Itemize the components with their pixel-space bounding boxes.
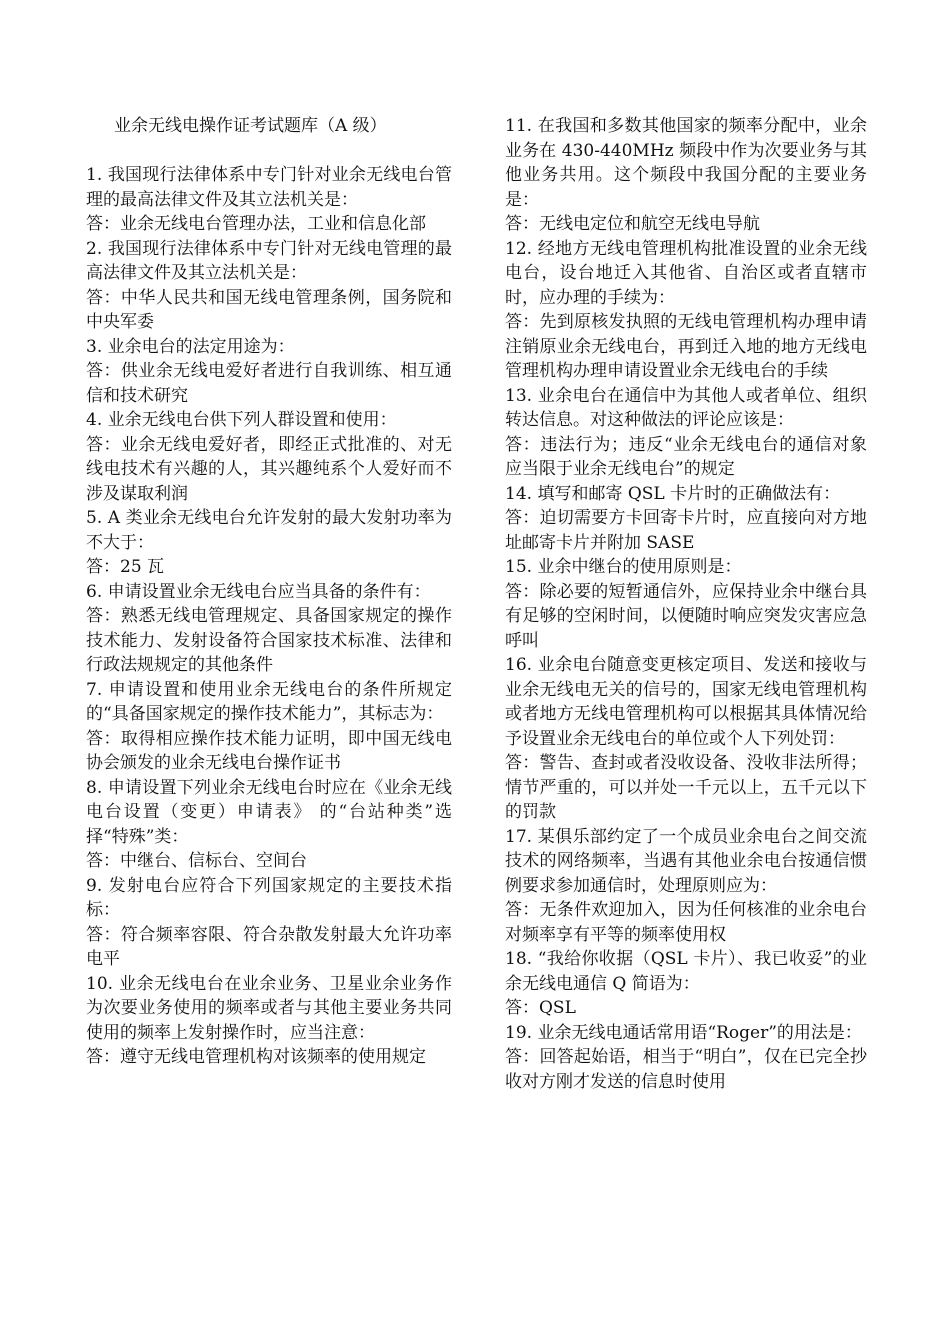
- question-item: [86, 335, 452, 409]
- answer-text: 答：无线电定位和航空无线电导航: [505, 214, 760, 234]
- question-text: 11. 在我国和多数其他国家的频率分配中，业余业务在 430-440MHz 频段中作为次要业务与其他业务共用。这个频段中我国分配的主要业务是：: [505, 116, 867, 210]
- answer-text: 答：除必要的短暂通信外，应保持业余中继台具有足够的空闲时间，以便随时响应突发灾害应急呼叫: [505, 581, 867, 651]
- question-text: 4. 业余无线电台供下列人群设置和使用：: [86, 410, 397, 430]
- question-item: [505, 825, 867, 948]
- question-text: 7. 申请设置和使用业余无线电台的条件所规定的“具备国家规定的操作技术能力”，其标志为：: [86, 679, 452, 724]
- answer-text: 答：中华人民共和国无线电管理条例，国务院和中央军委: [86, 287, 452, 332]
- left-question-list: [86, 163, 452, 1070]
- question-text: 19. 业余无线电通话常用语“Roger”的用法是：: [505, 1022, 862, 1043]
- question-text: 13. 业余电台在通信中为其他人或者单位、组织转达信息。对这种做法的评论应该是：: [505, 385, 867, 430]
- title-spacer: [86, 139, 452, 164]
- question-item: [86, 506, 452, 580]
- answer-text: 答：业余无线电爱好者，即经正式批准的、对无线电技术有兴趣的人，其兴趣纯系个人爱好而不涉及谋取利润: [86, 434, 452, 504]
- question-item: [505, 555, 867, 653]
- question-item: [86, 237, 452, 335]
- answer-text: 答：业余无线电台管理办法，工业和信息化部: [86, 214, 426, 234]
- question-item: [505, 653, 867, 825]
- question-item: [505, 114, 867, 237]
- question-item: [86, 874, 452, 972]
- question-text: 5. A 类业余无线电台允许发射的最大发射功率为不大于：: [86, 508, 452, 553]
- question-text: 12. 经地方无线电管理机构批准设置的业余无线电台，设台地迁入其他省、自治区或者直辖市时，应办理的手续为：: [505, 238, 867, 308]
- question-text: 6. 申请设置业余无线电台应当具备的条件有：: [86, 581, 431, 602]
- document-title: 业余无线电操作证考试题库（A 级）: [114, 116, 387, 136]
- question-item: [505, 1021, 867, 1095]
- question-item: [505, 237, 867, 384]
- question-text: 17. 某俱乐部约定了一个成员业余电台之间交流技术的网络频率，当遇有其他业余电台按通信惯例要求参加通信时，处理原则应为：: [505, 826, 867, 896]
- answer-text: 答：迫切需要方卡回寄卡片时，应直接向对方地址邮寄卡片并附加 SASE: [505, 508, 867, 553]
- answer-text: 答：符合频率容限、符合杂散发射最大允许功率电平: [86, 924, 452, 969]
- answer-text: 答：熟悉无线电管理规定、具备国家规定的操作技术能力、发射设备符合国家技术标准、法律和行政法规规定的其他条件: [86, 606, 452, 675]
- left-column: [86, 114, 452, 1070]
- answer-text: 答：取得相应操作技术能力证明，即中国无线电协会颁发的业余无线电台操作证书: [86, 728, 452, 773]
- answer-text: 答：遵守无线电管理机构对该频率的使用规定: [86, 1047, 426, 1067]
- question-item: [505, 947, 867, 1021]
- question-item: [86, 408, 452, 506]
- question-item: [86, 678, 452, 776]
- question-item: [505, 384, 867, 482]
- right-question-list: [505, 114, 867, 1094]
- question-item: [86, 972, 452, 1070]
- question-text: 8. 申请设置下列业余无线电台时应在《业余无线电台设置（变更）申请表》 的“台站种类”选择“特殊”类：: [86, 777, 452, 847]
- answer-text: 答：中继台、信标台、空间台: [86, 851, 307, 871]
- question-text: 3. 业余电台的法定用途为：: [86, 336, 295, 357]
- question-text: 2. 我国现行法律体系中专门针对无线电管理的最高法律文件及其立法机关是：: [86, 238, 452, 283]
- answer-text: 答：供业余无线电爱好者进行自我训练、相互通信和技术研究: [86, 361, 452, 406]
- answer-text: 答：违法行为；违反“业余无线电台的通信对象应当限于业余无线电台”的规定: [505, 434, 867, 479]
- question-item: [86, 580, 452, 678]
- question-item: [86, 776, 452, 874]
- question-text: 16. 业余电台随意变更核定项目、发送和接收与业余无线电无关的信号的，国家无线电管理机构或者地方无线电管理机构可以根据其具体情况给予设置业余无线电台的单位或个人下列处罚：: [505, 655, 867, 749]
- question-text: 9. 发射电台应符合下列国家规定的主要技术指标：: [86, 875, 452, 920]
- answer-text: 答：无条件欢迎加入，因为任何核准的业余电台对频率享有平等的频率使用权: [505, 900, 867, 945]
- question-text: 14. 填写和邮寄 QSL 卡片时的正确做法有：: [505, 483, 841, 504]
- answer-text: 答：先到原核发执照的无线电管理机构办理申请注销原业余无线电台，再到迁入地的地方无线电管理机构办理申请设置业余无线电台的手续: [505, 312, 867, 381]
- question-text: 18. “我给你收据（QSL 卡片）、我已收妥”的业余无线电通信 Q 简语为：: [505, 949, 867, 994]
- answer-text: 答：回答起始语，相当于“明白”，仅在已完全抄收对方刚才发送的信息时使用: [505, 1047, 867, 1092]
- answer-text: 答：警告、查封或者没收设备、没收非法所得；情节严重的，可以并处一千元以上，五千元以下的罚款: [505, 753, 867, 822]
- question-item: [86, 163, 452, 237]
- question-text: 15. 业余中继台的使用原则是：: [505, 557, 742, 577]
- question-text: 1. 我国现行法律体系中专门针对业余无线电台管理的最高法律文件及其立法机关是：: [86, 165, 452, 210]
- question-text: 10. 业余无线电台在业余业务、卫星业余业务作为次要业务使用的频率或者与其他主要业务共同使用的频率上发射操作时，应当注意：: [86, 973, 452, 1043]
- answer-text: 答：25 瓦: [86, 557, 165, 577]
- answer-text: 答：QSL: [505, 998, 576, 1018]
- right-column: [505, 114, 867, 1094]
- question-item: [505, 482, 867, 556]
